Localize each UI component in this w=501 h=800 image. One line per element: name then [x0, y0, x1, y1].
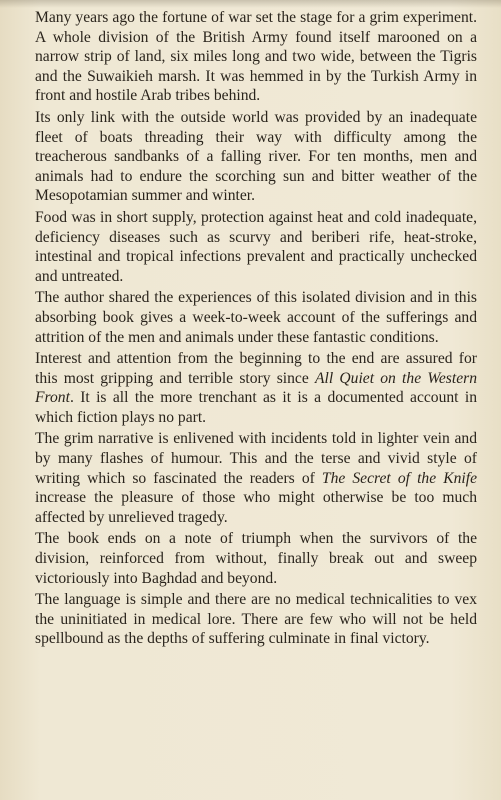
paragraph-6: [35, 429, 477, 527]
paragraph-1: Many years ago the fortune of war set the stage for a grim experiment. A whole division of the British Army found itself marooned on a narrow strip of land, six miles long and two wide, between the Tigris and the Suwaikieh marsh. It was hemmed in by the Turkish Army in front and hostile Arab tribes behind.: [35, 9, 477, 105]
page-top-edge: [0, 0, 501, 8]
paragraph-5-after: . It is all the more trenchant as it is a documented account in which fiction plays no part.: [35, 389, 477, 426]
paragraph-8: The language is simple and there are no medical technicalities to vex the uninitiated in medical lore. There are few who will not be held spellbound as the depths of suffering culminate in final victory.: [35, 591, 477, 648]
paragraph-4: The author shared the experiences of this isolated division and in this absorbing book gives a week-to-week account of the sufferings and attrition of the men and animals under these fantastic conditions.: [35, 289, 477, 346]
paragraph-3: Food was in short supply, protection against heat and cold inadequate, deficiency diseases such as scurvy and beriberi rife, heat-stroke, intestinal and tropical infections prevalent and practically unchecked and untreated.: [35, 208, 477, 285]
paragraph-2: Its only link with the outside world was provided by an inadequate fleet of boats threading their way with difficulty among the treacherous sandbanks of a falling river. For ten months, men and animals had to endure the scorching sun and bitter weather of the Mesopotamian summer and winter.: [35, 108, 477, 205]
book-title-secret-of-the-knife: The Secret of the Knife: [321, 469, 477, 487]
paragraph-6-before: The grim narrative is enlivened with incidents told in lighter vein and by many flashes of humour. This and the terse and vivid style of writing which so fascinated the readers of: [35, 430, 477, 487]
paragraph-5-before: Interest and attention from the beginning to the end are assured for this most gripping and terrible story since: [35, 350, 477, 387]
paragraph-6-after: increase the pleasure of those who might otherwise be too much affected by unrelieved tragedy.: [35, 489, 477, 526]
paragraph-7: The book ends on a note of triumph when the survivors of the division, reinforced from without, finally break out and sweep victoriously into Baghdad and beyond.: [35, 530, 477, 587]
book-title-all-quiet: All Quiet on the Western Front: [35, 369, 477, 407]
paragraph-5: [35, 349, 477, 427]
blurb-text: [35, 8, 477, 651]
